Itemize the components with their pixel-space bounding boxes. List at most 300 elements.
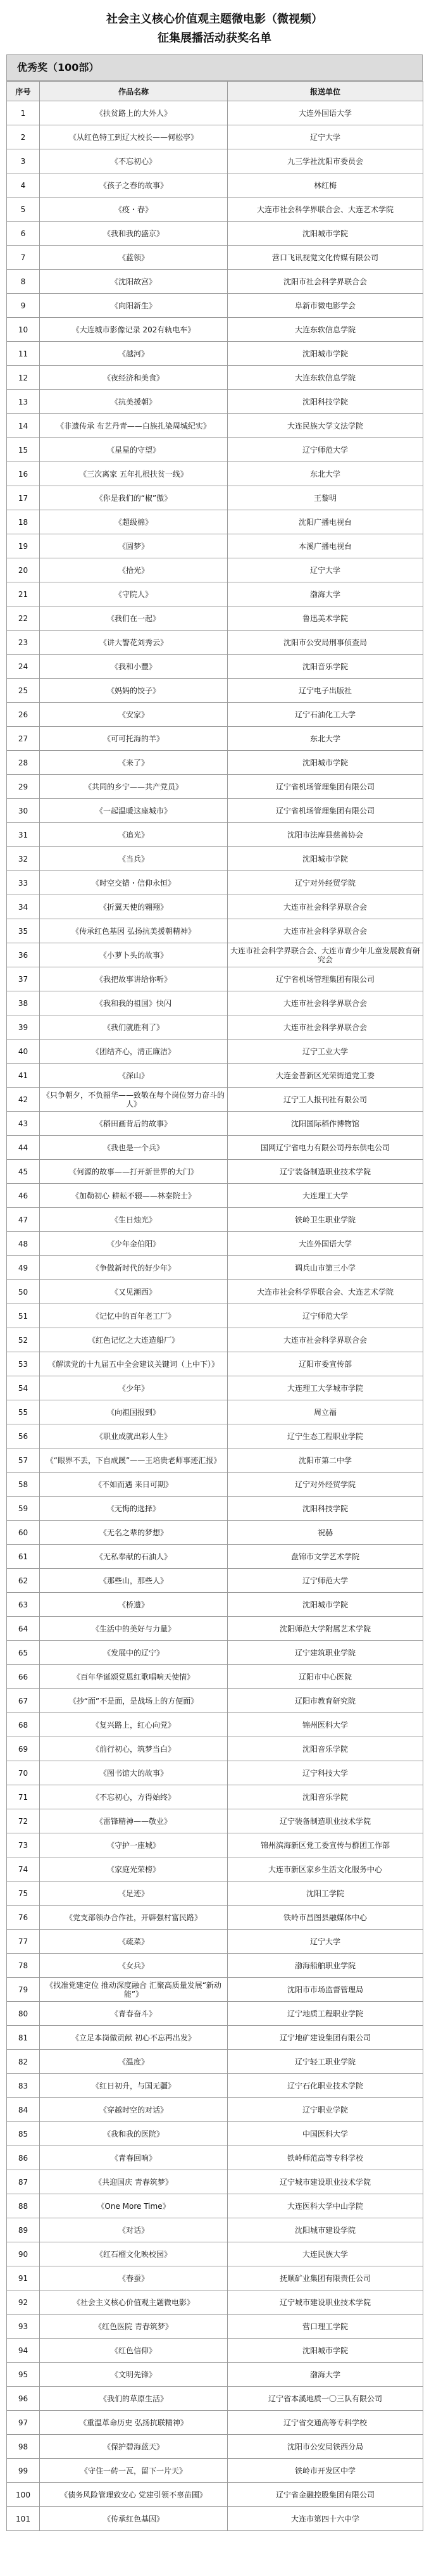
cell-work: 《我和我的医院》	[40, 2122, 228, 2146]
table-row	[7, 799, 423, 823]
cell-work: 《我和我的盛京》	[40, 222, 228, 246]
table-row	[7, 2339, 423, 2363]
table-header-row	[7, 82, 423, 101]
cell-work: 《立足本岗做贡献 初心不忘再出发》	[40, 2026, 228, 2050]
cell-work: 《你是我们的“椒”傲》	[40, 486, 228, 510]
cell-unit: 辽宁省机场管理集团有限公司	[228, 799, 423, 823]
table-row	[7, 2266, 423, 2290]
cell-work: 《星星的守望》	[40, 438, 228, 462]
cell-unit: 辽宁电子出版社	[228, 679, 423, 703]
table-row	[7, 198, 423, 222]
cell-work: 《折翼天使的翱翔》	[40, 895, 228, 919]
cell-unit: 王黎明	[228, 486, 423, 510]
cell-unit: 大连外国语大学	[228, 101, 423, 125]
cell-no: 18	[7, 510, 40, 534]
table-row	[7, 558, 423, 582]
table-row	[7, 2074, 423, 2098]
cell-work: 《春蚕》	[40, 2266, 228, 2290]
cell-unit: 大连市社会科学界联合会	[228, 1328, 423, 1352]
cell-unit: 辽阳市委宣传部	[228, 1352, 423, 1376]
cell-no: 72	[7, 1809, 40, 1833]
cell-work: 《传承红色基因》	[40, 2507, 228, 2531]
table-row	[7, 655, 423, 679]
cell-unit: 辽宁省机场管理集团有限公司	[228, 967, 423, 991]
cell-unit: 大连民族大学文法学院	[228, 414, 423, 438]
table-row	[7, 2411, 423, 2435]
cell-no: 53	[7, 1352, 40, 1376]
cell-no: 61	[7, 1545, 40, 1569]
cell-unit: 辽宁职业学院	[228, 2098, 423, 2122]
cell-work: 《债务风险管理致安心 党建引领不辜苗圃》	[40, 2483, 228, 2507]
cell-work: 《前行初心，筑梦当白》	[40, 1737, 228, 1761]
cell-unit: 沈阳城市学院	[228, 2339, 423, 2363]
table-row	[7, 1328, 423, 1352]
cell-no: 29	[7, 775, 40, 799]
cell-work: 《文明先锋》	[40, 2363, 228, 2387]
cell-no: 60	[7, 1521, 40, 1545]
cell-unit: 盘锦市文学艺术学院	[228, 1545, 423, 1569]
cell-unit: 沈阳工学院	[228, 1882, 423, 1906]
cell-unit: 沈阳城市学院	[228, 847, 423, 871]
table-row	[7, 2170, 423, 2194]
table-row	[7, 222, 423, 246]
cell-no: 11	[7, 342, 40, 366]
table-row	[7, 606, 423, 631]
cell-work: 《重温革命历史 弘扬抗联精神》	[40, 2411, 228, 2435]
cell-unit: 辽宁石化职业技术学院	[228, 2074, 423, 2098]
cell-no: 5	[7, 198, 40, 222]
table-row	[7, 1569, 423, 1593]
table-row	[7, 438, 423, 462]
cell-unit: 辽宁科技大学	[228, 1761, 423, 1785]
table-row	[7, 1833, 423, 1857]
cell-no: 86	[7, 2146, 40, 2170]
cell-no: 16	[7, 462, 40, 486]
cell-unit: 沈阳音乐学院	[228, 1737, 423, 1761]
cell-work: 《无名之辈的梦想》	[40, 1521, 228, 1545]
cell-no: 28	[7, 751, 40, 775]
cell-unit: 沈阳城市学院	[228, 751, 423, 775]
cell-work: 《红色医院 青春筑梦》	[40, 2315, 228, 2339]
cell-work: 《生日烛光》	[40, 1208, 228, 1232]
cell-work: 《从红色特工到辽大校长——何松亭》	[40, 125, 228, 149]
cell-work: 《沈阳故宫》	[40, 270, 228, 294]
table-row	[7, 2194, 423, 2218]
cell-no: 78	[7, 1954, 40, 1978]
cell-unit: 沈阳音乐学院	[228, 1785, 423, 1809]
table-row	[7, 2483, 423, 2507]
cell-unit: 辽宁大学	[228, 1930, 423, 1954]
cell-unit: 渤海大学	[228, 2363, 423, 2387]
table-row	[7, 1545, 423, 1569]
cell-unit: 沈阳市社会科学界联合会	[228, 270, 423, 294]
cell-unit: 本溪广播电视台	[228, 534, 423, 558]
table-row	[7, 1497, 423, 1521]
cell-no: 91	[7, 2266, 40, 2290]
table-row	[7, 1593, 423, 1617]
cell-work: 《无悔的选择》	[40, 1497, 228, 1521]
cell-no: 66	[7, 1665, 40, 1689]
cell-unit: 辽宁石油化工大学	[228, 703, 423, 727]
cell-work: 《孩子之春的故事》	[40, 173, 228, 198]
cell-unit: 辽宁建筑职业学院	[228, 1641, 423, 1665]
cell-unit: 辽宁师范大学	[228, 1569, 423, 1593]
cell-no: 13	[7, 390, 40, 414]
cell-unit: 辽宁生态工程职业学院	[228, 1424, 423, 1448]
cell-work: 《职业成就出彩人生》	[40, 1424, 228, 1448]
cell-work: 《疫・春》	[40, 198, 228, 222]
cell-no: 15	[7, 438, 40, 462]
cell-work: 《解读党的十九届五中全会建议关键词（上中下）》	[40, 1352, 228, 1376]
section-header: 优秀奖（100部）	[6, 54, 423, 81]
table-row	[7, 318, 423, 342]
table-row	[7, 1785, 423, 1809]
table-row	[7, 1473, 423, 1497]
cell-unit: 东北大学	[228, 462, 423, 486]
cell-unit: 沈阳科技学院	[228, 1497, 423, 1521]
cell-no: 74	[7, 1857, 40, 1882]
cell-no: 94	[7, 2339, 40, 2363]
table-row	[7, 2050, 423, 2074]
cell-work: 《桥遗》	[40, 1593, 228, 1617]
cell-work: 《蓝领》	[40, 246, 228, 270]
cell-work: 《不忘初心，方得始终》	[40, 1785, 228, 1809]
cell-unit: 大连市社会科学界联合会、大连艺术学院	[228, 198, 423, 222]
table-row	[7, 1184, 423, 1208]
cell-no: 92	[7, 2290, 40, 2315]
cell-no: 93	[7, 2315, 40, 2339]
table-row	[7, 1280, 423, 1304]
cell-unit: 锦州滨海新区党工委宣传与群团工作部	[228, 1833, 423, 1857]
cell-unit: 渤海大学	[228, 582, 423, 606]
table-row	[7, 631, 423, 655]
cell-no: 100	[7, 2483, 40, 2507]
table-row	[7, 1160, 423, 1184]
title-line-1: 社会主义核心价值观主题微电影（微视频）	[106, 13, 323, 26]
table-row	[7, 2122, 423, 2146]
cell-work: 《团结齐心，清正廉洁》	[40, 1040, 228, 1064]
cell-work: 《非遗传承 布艺丹青——白族扎染周城纪实》	[40, 414, 228, 438]
cell-work: 《守院人》	[40, 582, 228, 606]
cell-no: 79	[7, 1978, 40, 2002]
cell-unit: 国网辽宁省电力有限公司丹东供电公司	[228, 1136, 423, 1160]
cell-work: 《夜经济和美食》	[40, 366, 228, 390]
column-header-unit: 报送单位	[228, 82, 423, 101]
table-row	[7, 1882, 423, 1906]
cell-unit: 大连市社会科学界联合会	[228, 1015, 423, 1040]
table-row	[7, 1112, 423, 1136]
table-row	[7, 390, 423, 414]
cell-no: 22	[7, 606, 40, 631]
cell-unit: 营口理工学院	[228, 2315, 423, 2339]
cell-unit: 沈阳市公安局铁西分局	[228, 2435, 423, 2459]
cell-no: 41	[7, 1064, 40, 1088]
cell-no: 8	[7, 270, 40, 294]
cell-work: 《圆梦》	[40, 534, 228, 558]
cell-no: 68	[7, 1713, 40, 1737]
cell-no: 52	[7, 1328, 40, 1352]
table-row	[7, 1954, 423, 1978]
cell-unit: 辽宁省交通高等专科学校	[228, 2411, 423, 2435]
cell-no: 70	[7, 1761, 40, 1785]
table-row	[7, 246, 423, 270]
cell-no: 88	[7, 2194, 40, 2218]
cell-unit: 大连市社会科学界联合会	[228, 895, 423, 919]
cell-no: 34	[7, 895, 40, 919]
table-row	[7, 2242, 423, 2266]
cell-no: 37	[7, 967, 40, 991]
cell-unit: 营口飞讯视觉文化传媒有限公司	[228, 246, 423, 270]
cell-work: 《共同的乡宁——共产党员》	[40, 775, 228, 799]
cell-work: 《扶贫路上的大外人》	[40, 101, 228, 125]
cell-unit: 沈阳城市学院	[228, 222, 423, 246]
cell-no: 49	[7, 1256, 40, 1280]
cell-work: 《守护一座城》	[40, 1833, 228, 1857]
cell-no: 77	[7, 1930, 40, 1954]
cell-no: 101	[7, 2507, 40, 2531]
table-row	[7, 1256, 423, 1280]
cell-work: 《那些山，那些人》	[40, 1569, 228, 1593]
cell-work: 《复兴路上，红心向党》	[40, 1713, 228, 1737]
cell-work: 《记忆中的百年老工厂》	[40, 1304, 228, 1328]
cell-no: 75	[7, 1882, 40, 1906]
cell-unit: 大连理工大学	[228, 1184, 423, 1208]
cell-work: 《少年金伯阳》	[40, 1232, 228, 1256]
table-row	[7, 847, 423, 871]
table-row	[7, 1978, 423, 2002]
cell-no: 97	[7, 2411, 40, 2435]
cell-no: 87	[7, 2170, 40, 2194]
table-row	[7, 703, 423, 727]
cell-no: 57	[7, 1448, 40, 1473]
cell-work: 《红色记忆之大连造船厂》	[40, 1328, 228, 1352]
cell-work: 《我们在一起》	[40, 606, 228, 631]
cell-work: 《One More Time》	[40, 2194, 228, 2218]
cell-work: 《小萝卜头的故事》	[40, 943, 228, 967]
cell-unit: 大连医科大学中山学院	[228, 2194, 423, 2218]
cell-unit: 辽宁轻工职业学院	[228, 2050, 423, 2074]
cell-work: 《妈妈的饺子》	[40, 679, 228, 703]
cell-work: 《只争朝夕，不负韶华——致敬在每个岗位努力奋斗的人》	[40, 1088, 228, 1112]
cell-work: 《一起温暖这座城市》	[40, 799, 228, 823]
table-row	[7, 871, 423, 895]
cell-unit: 沈阳师范大学附属艺术学院	[228, 1617, 423, 1641]
cell-no: 44	[7, 1136, 40, 1160]
cell-no: 10	[7, 318, 40, 342]
cell-work: 《加勒初心 耕耘不辍——林秦院士》	[40, 1184, 228, 1208]
cell-no: 7	[7, 246, 40, 270]
cell-unit: 辽宁对外经贸学院	[228, 871, 423, 895]
cell-work: 《家庭光荣榜》	[40, 1857, 228, 1882]
table-row	[7, 679, 423, 703]
cell-unit: 周立福	[228, 1400, 423, 1424]
cell-unit: 大连市新区家乡生活文化服务中心	[228, 1857, 423, 1882]
cell-no: 24	[7, 655, 40, 679]
cell-work: 《青春回响》	[40, 2146, 228, 2170]
cell-work: 《我们就胜利了》	[40, 1015, 228, 1040]
cell-work: 《时空交错・信仰永恒》	[40, 871, 228, 895]
table-row	[7, 1448, 423, 1473]
cell-no: 85	[7, 2122, 40, 2146]
table-row	[7, 2387, 423, 2411]
cell-work: 《红日初升，与国无疆》	[40, 2074, 228, 2098]
table-row	[7, 1665, 423, 1689]
cell-unit: 渤海船舶职业学院	[228, 1954, 423, 1978]
cell-no: 3	[7, 149, 40, 173]
cell-no: 43	[7, 1112, 40, 1136]
table-row	[7, 823, 423, 847]
cell-unit: 沈阳音乐学院	[228, 655, 423, 679]
cell-work: 《大连城市影像记录 202有轨电车》	[40, 318, 228, 342]
table-row	[7, 1400, 423, 1424]
cell-no: 47	[7, 1208, 40, 1232]
cell-unit: 大连金普新区光荣街道党工委	[228, 1064, 423, 1088]
cell-unit: 铁岭市昌图县融媒体中心	[228, 1906, 423, 1930]
cell-no: 30	[7, 799, 40, 823]
cell-no: 38	[7, 991, 40, 1015]
cell-unit: 辽宁师范大学	[228, 1304, 423, 1328]
cell-unit: 辽宁对外经贸学院	[228, 1473, 423, 1497]
cell-unit: 沈阳市公安局刑事侦查局	[228, 631, 423, 655]
table-row	[7, 1809, 423, 1833]
cell-unit: 辽宁工业大学	[228, 1040, 423, 1064]
cell-no: 2	[7, 125, 40, 149]
table-row	[7, 149, 423, 173]
cell-unit: 大连东软信息学院	[228, 366, 423, 390]
table-row	[7, 1906, 423, 1930]
cell-unit: 祝赫	[228, 1521, 423, 1545]
cell-work: 《党支部领办合作社，开辟强村富民路》	[40, 1906, 228, 1930]
cell-no: 40	[7, 1040, 40, 1064]
cell-unit: 调兵山市第三小学	[228, 1256, 423, 1280]
cell-work: 《共迎国庆 青春筑梦》	[40, 2170, 228, 2194]
table-row	[7, 1930, 423, 1954]
cell-unit: 辽宁大学	[228, 125, 423, 149]
cell-no: 21	[7, 582, 40, 606]
cell-no: 59	[7, 1497, 40, 1521]
cell-work: 《青春奋斗》	[40, 2002, 228, 2026]
cell-unit: 铁岭市开发区中学	[228, 2459, 423, 2483]
cell-no: 4	[7, 173, 40, 198]
table-row	[7, 1641, 423, 1665]
table-row	[7, 1617, 423, 1641]
cell-no: 39	[7, 1015, 40, 1040]
cell-unit: 辽宁地矿建设集团有限公司	[228, 2026, 423, 2050]
table-row	[7, 2315, 423, 2339]
cell-no: 17	[7, 486, 40, 510]
cell-work: 《社会主义核心价值观主题微电影》	[40, 2290, 228, 2315]
cell-work: 《三次离家 五年扎根扶贫一线》	[40, 462, 228, 486]
cell-no: 63	[7, 1593, 40, 1617]
cell-unit: 沈阳广播电视台	[228, 510, 423, 534]
cell-unit: 阜新市微电影学会	[228, 294, 423, 318]
cell-no: 90	[7, 2242, 40, 2266]
cell-work: 《稻田画背后的故事》	[40, 1112, 228, 1136]
table-row	[7, 1713, 423, 1737]
cell-work: 《不如而遇 来日可期》	[40, 1473, 228, 1497]
cell-work: 《“眼界不丢，下自成蹊”——王培贵老师事迹汇报》	[40, 1448, 228, 1473]
cell-no: 64	[7, 1617, 40, 1641]
cell-unit: 辽宁省金融控股集团有限公司	[228, 2483, 423, 2507]
cell-unit: 辽阳市中心医院	[228, 1665, 423, 1689]
cell-work: 《我也是一个兵》	[40, 1136, 228, 1160]
title-line-2: 征集展播活动获奖名单	[158, 32, 271, 45]
cell-work: 《讲大警花刘秀云》	[40, 631, 228, 655]
cell-no: 98	[7, 2435, 40, 2459]
cell-work: 《足迹》	[40, 1882, 228, 1906]
table-row	[7, 2146, 423, 2170]
cell-no: 46	[7, 1184, 40, 1208]
table-row	[7, 294, 423, 318]
table-row	[7, 751, 423, 775]
cell-unit: 铁岭卫生职业学院	[228, 1208, 423, 1232]
cell-no: 27	[7, 727, 40, 751]
table-row	[7, 1376, 423, 1400]
cell-no: 80	[7, 2002, 40, 2026]
cell-no: 35	[7, 919, 40, 943]
table-row	[7, 1040, 423, 1064]
cell-unit: 大连市社会科学界联合会、大连艺术学院	[228, 1280, 423, 1304]
cell-work: 《可可托海的羊》	[40, 727, 228, 751]
cell-no: 12	[7, 366, 40, 390]
table-row	[7, 967, 423, 991]
cell-no: 58	[7, 1473, 40, 1497]
cell-no: 45	[7, 1160, 40, 1184]
cell-work: 《守住一砖一瓦，留下一片天》	[40, 2459, 228, 2483]
table-row	[7, 1521, 423, 1545]
cell-no: 31	[7, 823, 40, 847]
table-row	[7, 173, 423, 198]
table-row	[7, 1737, 423, 1761]
cell-no: 9	[7, 294, 40, 318]
table-row	[7, 2459, 423, 2483]
table-row	[7, 534, 423, 558]
cell-no: 83	[7, 2074, 40, 2098]
cell-work: 《红石榴文化映校园》	[40, 2242, 228, 2266]
cell-work: 《生活中的美好与力量》	[40, 1617, 228, 1641]
cell-no: 50	[7, 1280, 40, 1304]
cell-unit: 辽阳市教育研究院	[228, 1689, 423, 1713]
cell-work: 《拾光》	[40, 558, 228, 582]
cell-no: 51	[7, 1304, 40, 1328]
cell-no: 36	[7, 943, 40, 967]
cell-no: 65	[7, 1641, 40, 1665]
table-body	[7, 101, 423, 2531]
cell-no: 25	[7, 679, 40, 703]
cell-work: 《越河》	[40, 342, 228, 366]
column-header-no: 序号	[7, 82, 40, 101]
cell-work: 《少年》	[40, 1376, 228, 1400]
table-row	[7, 366, 423, 390]
cell-work: 《追光》	[40, 823, 228, 847]
cell-unit: 大连市社会科学界联合会	[228, 991, 423, 1015]
table-row	[7, 1208, 423, 1232]
cell-unit: 辽宁装备制造职业技术学院	[228, 1160, 423, 1184]
cell-work: 《保护碧海蓝天》	[40, 2435, 228, 2459]
cell-work: 《图书馆大的故事》	[40, 1761, 228, 1785]
cell-unit: 九三学社沈阳市委员会	[228, 149, 423, 173]
cell-work: 《安家》	[40, 703, 228, 727]
cell-unit: 辽宁省机场管理集团有限公司	[228, 775, 423, 799]
cell-no: 42	[7, 1088, 40, 1112]
cell-work: 《抗美援朝》	[40, 390, 228, 414]
table-row	[7, 895, 423, 919]
cell-no: 69	[7, 1737, 40, 1761]
cell-no: 89	[7, 2218, 40, 2242]
cell-no: 20	[7, 558, 40, 582]
table-row	[7, 919, 423, 943]
table-row	[7, 1064, 423, 1088]
